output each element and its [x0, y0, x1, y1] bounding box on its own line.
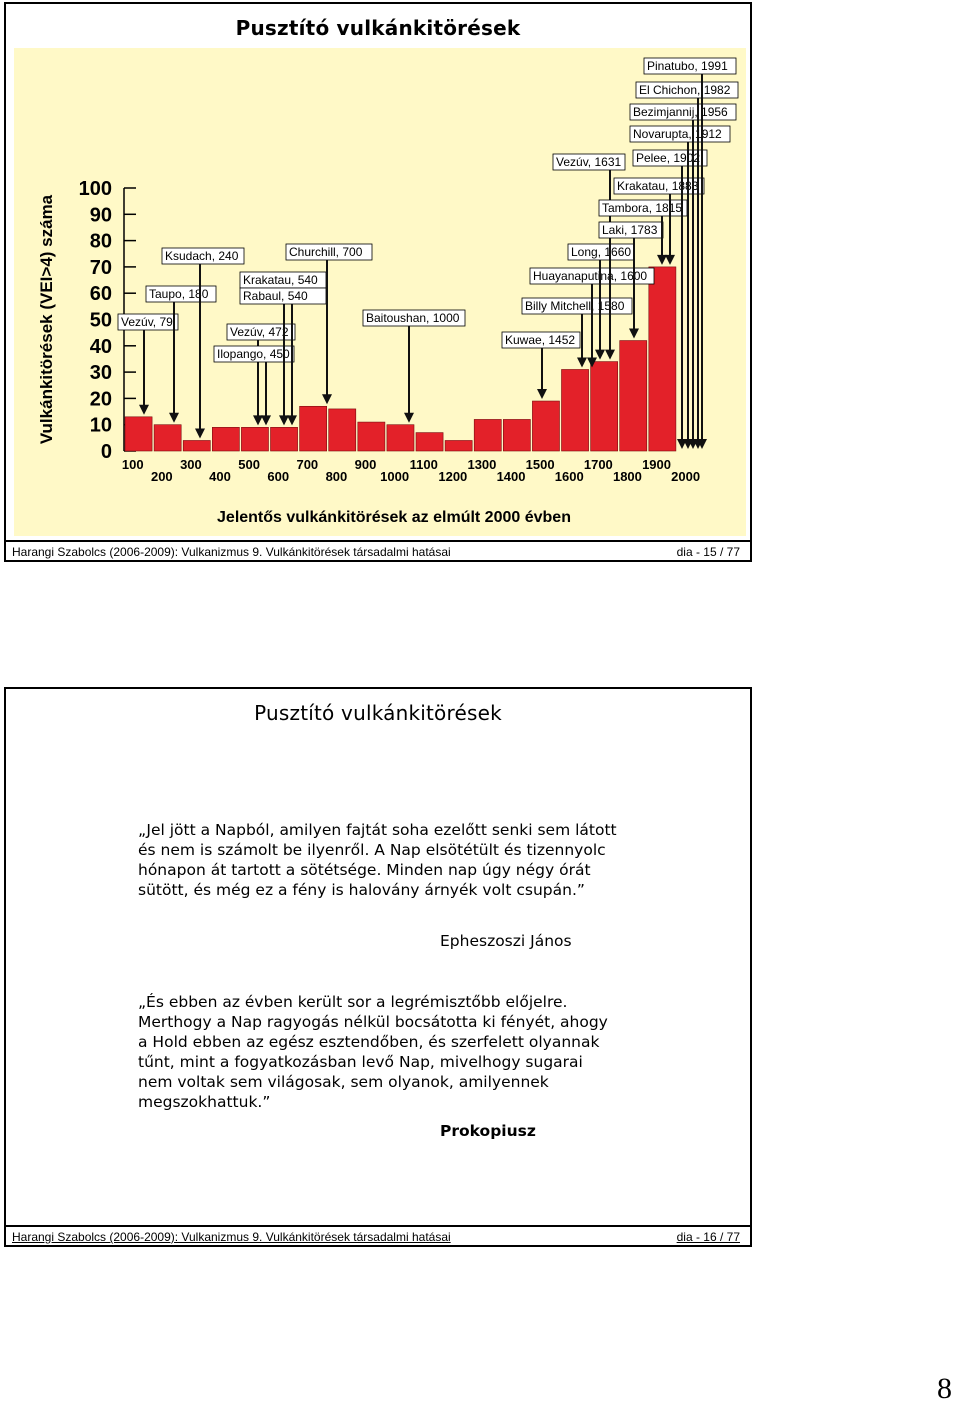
bar [241, 427, 268, 451]
annotation-arrow-head [169, 413, 179, 423]
x-tick-label: 1600 [554, 469, 584, 484]
annotation-label: Kuwae, 1452 [505, 333, 576, 347]
eruptions-chart-svg [14, 48, 746, 536]
annotation-label: Tambora, 1815 [602, 201, 683, 215]
bar [125, 417, 152, 451]
quote-epheszoszi: „Jel jött a Napból, amilyen fajtát soha ezelőtt senki sem látott és nem is számolt be ilyenről. A Nap elsötétült és tizennyolc hónapon át tartott a sötétsége. Minden nap úgy négy órát sütött, és még ez a fény is halovány árnyék volt csupán.” [138, 821, 617, 899]
x-tick-label: 1100 [409, 457, 438, 472]
annotation-label: Krakatau, 540 [243, 273, 318, 287]
y-tick-label: 30 [89, 362, 112, 385]
annotation-arrow-head [665, 255, 675, 265]
x-tick-label: 1500 [525, 457, 555, 472]
x-tick-label: 200 [150, 469, 173, 484]
annotation-arrow-head [629, 329, 639, 339]
x-tick-label: 900 [354, 457, 377, 472]
annotation-label: Ilopango, 450 [217, 347, 290, 361]
eruptions-chart [14, 48, 746, 536]
annotation-arrow-head [139, 405, 149, 415]
bar [474, 419, 501, 451]
x-tick-label: 2000 [671, 469, 701, 484]
bar [387, 425, 414, 451]
x-tick-label: 1400 [496, 469, 526, 484]
slide-2-footer-right: dia - 16 / 77 [676, 1230, 740, 1244]
x-tick-label: 400 [209, 469, 231, 484]
annotation-label: Taupo, 180 [149, 287, 209, 301]
quote-prokopiusz: „És ebben az évben került sor a legrémisztőbb előjelre. Merthogy a Nap ragyogás nélkül bocsátotta ki fényét, ahogy a Hold ebben az egész esztendőben, és szerfelett olyannak tűnt, mint a fogyatkozásban levő Nap, mivelhogy sugarai nem voltak sem világosak, sem olyanok, amilyennek megszokhattuk.” [138, 993, 608, 1111]
slide-1-footer-left: Harangi Szabolcs (2006-2009): Vulkanizmus 9. Vulkánkitörések társadalmi hatásai [12, 545, 451, 559]
annotation-label: Krakatau, 1883 [617, 179, 699, 193]
annotation-label: Vezúv, 79 [121, 315, 173, 329]
annotation-label: Vezúv, 1631 [556, 155, 622, 169]
bar [503, 419, 530, 451]
annotation-arrow-head [657, 255, 667, 265]
annotation-arrow-head [537, 389, 547, 399]
annotation-label: Billy Mitchell, 1580 [525, 299, 625, 313]
x-tick-label: 1300 [467, 457, 497, 472]
annotation-arrow-head [577, 357, 587, 367]
annotation-arrow-head [287, 415, 297, 425]
bar [445, 440, 472, 451]
slide-1-title: Pusztító vulkánkitörések [235, 16, 521, 40]
x-tick-label: 500 [238, 457, 260, 472]
y-tick-label: 40 [89, 335, 112, 358]
bar [620, 341, 647, 451]
annotation-label: Pinatubo, 1991 [647, 59, 728, 73]
annotation-arrow-head [605, 350, 615, 360]
annotation-arrow-head [279, 415, 289, 425]
annotation-label: Bezimjannij, 1956 [633, 105, 728, 119]
slide-1-footer-right: dia - 15 / 77 [676, 545, 740, 559]
y-tick-label: 80 [89, 230, 112, 253]
chart-title: Jelentős vulkánkitörések az elmúlt 2000 évben [217, 509, 571, 526]
annotation-label: Baitoushan, 1000 [366, 311, 460, 325]
annotation-label: Huayanaputina, 1600 [533, 269, 648, 283]
annotation-label: Pelee, 1902 [636, 151, 701, 165]
y-tick-label: 100 [78, 178, 112, 200]
x-tick-label: 700 [296, 457, 319, 472]
y-tick-label: 90 [89, 204, 112, 227]
annotation-label: Ksudach, 240 [165, 249, 239, 263]
annotation-label: Laki, 1783 [602, 223, 658, 237]
bar [649, 267, 676, 451]
annotation-arrow-head [322, 394, 332, 404]
y-tick-label: 20 [89, 388, 112, 411]
bar [300, 406, 327, 451]
quote-author-prokopiusz: Prokopiusz [440, 1122, 536, 1140]
x-tick-label: 1200 [438, 469, 468, 484]
x-tick-label: 1000 [380, 469, 410, 484]
x-tick-label: 1900 [642, 457, 671, 472]
bar [591, 362, 618, 451]
bar [271, 427, 298, 451]
y-axis-label: Vulkánkitörések (VEI>4) száma [37, 194, 56, 445]
slide-2-footer [6, 1225, 750, 1245]
x-tick-label: 800 [325, 469, 348, 484]
x-tick-label: 1700 [583, 457, 613, 472]
annotation-arrow-head [195, 428, 205, 438]
bar [532, 401, 559, 451]
y-tick-label: 10 [89, 414, 112, 437]
annotation-label: Vezúv, 472 [230, 325, 289, 339]
bar [358, 422, 385, 451]
bar [183, 440, 210, 451]
annotation-label: Rabaul, 540 [243, 289, 308, 303]
annotation-label: Novarupta, 1912 [633, 127, 722, 141]
annotation-arrow-head [253, 415, 263, 425]
slide-2-footer-left: Harangi Szabolcs (2006-2009): Vulkanizmus 9. Vulkánkitörések társadalmi hatásai [12, 1230, 451, 1244]
annotation-arrow-head [404, 413, 414, 423]
slide-2-title: Pusztító vulkánkitörések [254, 701, 502, 725]
slide-2 [4, 687, 752, 1247]
y-tick-label: 0 [100, 441, 112, 463]
bar [212, 427, 239, 451]
slide-1-footer [6, 540, 750, 560]
x-tick-label: 600 [267, 469, 290, 484]
annotation-label: Long, 1660 [571, 245, 632, 259]
bar [562, 369, 589, 451]
x-tick-label: 300 [180, 457, 202, 472]
annotation-label: Churchill, 700 [289, 245, 363, 259]
annotation-arrow-head [261, 415, 271, 425]
y-tick-label: 60 [89, 283, 112, 306]
annotation-label: El Chichon, 1982 [639, 83, 731, 97]
x-tick-label: 1800 [612, 469, 642, 484]
bar [329, 409, 356, 451]
slide-1 [4, 2, 752, 562]
y-tick-label: 50 [89, 309, 112, 332]
page-number: 8 [937, 1372, 952, 1405]
quote-author-epheszoszi: Epheszoszi János [440, 932, 572, 950]
y-tick-label: 70 [89, 256, 112, 279]
x-tick-label: 100 [121, 457, 144, 472]
bar [154, 425, 181, 451]
bar [416, 433, 443, 451]
